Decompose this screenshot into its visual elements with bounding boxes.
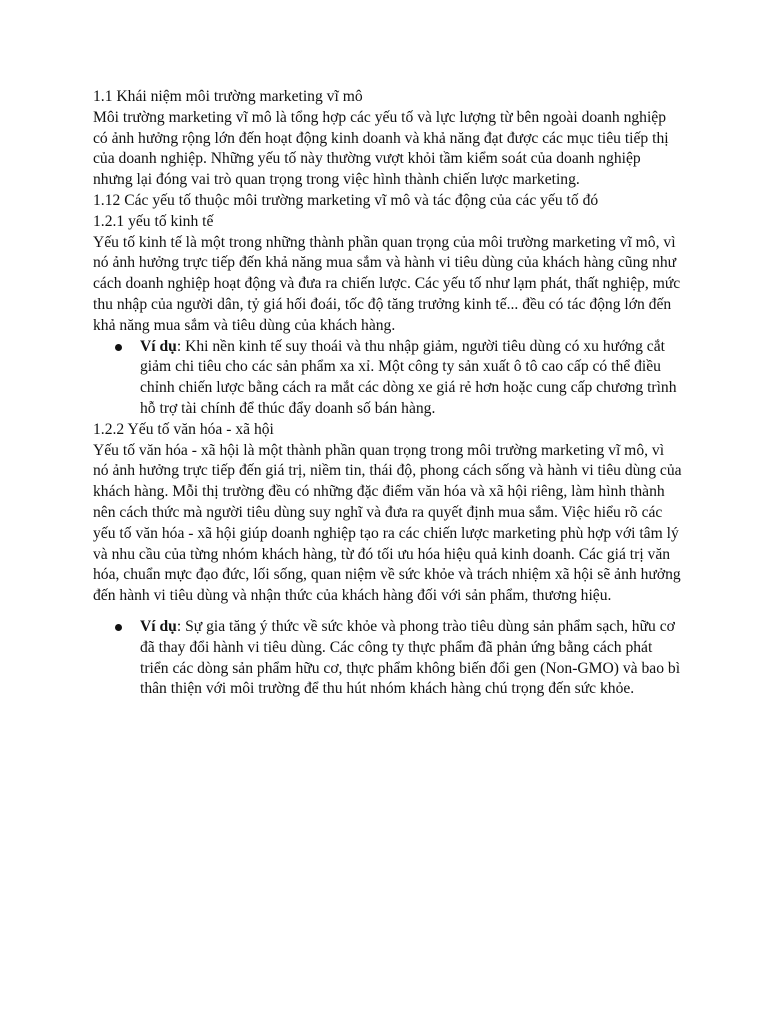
heading-1-2-1: 1.2.1 yếu tố kinh tế (93, 212, 214, 230)
example-text: : Khi nền kinh tế suy thoái và thu nhập giảm, người tiêu dùng có xu hướng cắt giảm chi tiêu cho các sản phẩm xa xỉ. Một công ty sản xuất ô tô cao cấp có thể điều chỉnh chiến lược bằng cách ra mắt các dòng xe giá rẻ hơn hoặc cung cấp chương trình hỗ trợ tài chính để thúc đẩy doanh số bán hàng. (140, 337, 677, 417)
example-label: Ví dụ (140, 337, 177, 355)
heading-1-12: 1.12 Các yếu tố thuộc môi trường marketing vĩ mô và tác động của các yếu tố đó (93, 191, 599, 209)
example-list-cultural (93, 617, 683, 700)
bullet-icon (115, 624, 122, 631)
paragraph-1-2-2: Yếu tố văn hóa - xã hội là một thành phần quan trọng trong môi trường marketing vĩ mô, vì nó ảnh hưởng trực tiếp đến giá trị, niềm tin, thái độ, phong cách sống và hành vi tiêu dùng của khách hàng. Mỗi thị trường đều có những đặc điểm văn hóa và xã hội riêng, làm hình thành nên cách thức mà người tiêu dùng suy nghĩ và đưa ra quyết định mua sắm. Việc hiểu rõ các yếu tố văn hóa - xã hội giúp doanh nghiệp tạo ra các chiến lược marketing phù hợp với tâm lý và nhu cầu của từng nhóm khách hàng, từ đó tối ưu hóa hiệu quả kinh doanh. Các giá trị văn hóa, chuẩn mực đạo đức, lối sống, quan niệm về sức khỏe và trách nhiệm xã hội sẽ ảnh hưởng đến hành vi tiêu dùng và nhận thức của khách hàng đối với sản phẩm, thương hiệu. (93, 441, 682, 605)
paragraph-1-1: Môi trường marketing vĩ mô là tổng hợp các yếu tố và lực lượng từ bên ngoài doanh nghiệp có ảnh hưởng rộng lớn đến hoạt động kinh doanh và khả năng đạt được các mục tiêu tiếp thị của doanh nghiệp. Những yếu tố này thường vượt khỏi tầm kiểm soát của doanh nghiệp nhưng lại đóng vai trò quan trọng trong việc hình thành chiến lược marketing. (93, 108, 669, 189)
document-body (93, 87, 683, 700)
bullet-icon (115, 344, 122, 351)
list-item (93, 617, 683, 700)
heading-1-1: 1.1 Khái niệm môi trường marketing vĩ mô (93, 88, 363, 105)
paragraph-1-2-1: Yếu tố kinh tế là một trong những thành phần quan trọng của môi trường marketing vĩ mô, vì nó ảnh hưởng trực tiếp đến khả năng mua sắm và hành vi tiêu dùng của khách hàng cũng như cách doanh nghiệp hoạt động và đưa ra chiến lược. Các yếu tố như lạm phát, thất nghiệp, mức thu nhập của người dân, tỷ giá hối đoái, tốc độ tăng trưởng kinh tế... đều có tác động lớn đến khả năng mua sắm và tiêu dùng của khách hàng. (93, 233, 681, 334)
list-item (93, 337, 683, 420)
example-label: Ví dụ (140, 617, 177, 635)
example-list-economic (93, 337, 683, 420)
spacer (93, 607, 683, 617)
example-text: : Sự gia tăng ý thức về sức khỏe và phong trào tiêu dùng sản phẩm sạch, hữu cơ đã thay đổi hành vi tiêu dùng. Các công ty thực phẩm đã phản ứng bằng cách phát triển các dòng sản phẩm hữu cơ, thực phẩm không biến đổi gen (Non-GMO) và bao bì thân thiện với môi trường để thu hút nhóm khách hàng chú trọng đến sức khỏe. (140, 617, 681, 698)
heading-1-2-2: 1.2.2 Yếu tố văn hóa - xã hội (93, 420, 274, 438)
